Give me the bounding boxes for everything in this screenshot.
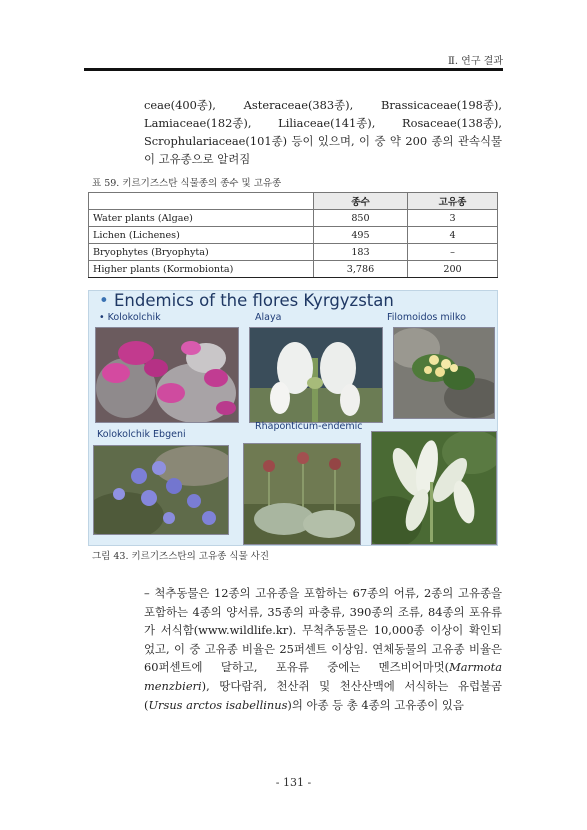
row-count: 850 (313, 210, 407, 227)
table-row (89, 210, 498, 227)
row-name: Bryophytes (Bryophyta) (89, 244, 314, 261)
fauna-text-part3: )의 아종 등 총 4종의 고유종이 있음 (287, 697, 464, 712)
table-row (89, 261, 498, 278)
label-rhaponticum: Rhaponticum-endemic (255, 421, 363, 432)
table-row (89, 227, 498, 244)
photo-alaya (249, 327, 383, 423)
row-name: Water plants (Algae) (89, 210, 314, 227)
row-endemic: 3 (408, 210, 498, 227)
table-row (89, 244, 498, 261)
alaya-photo-image (250, 328, 382, 422)
running-head: Ⅱ. 연구 결과 (448, 56, 503, 67)
intro-paragraph (144, 96, 502, 168)
photo-filomoidos (393, 327, 495, 419)
row-count: 495 (313, 227, 407, 244)
fauna-text-part2: ), 땅다람쥐, 천산쥐 및 천산산맥에 서식하는 유럽불곰( (144, 678, 502, 712)
row-count: 183 (313, 244, 407, 261)
table-header-count: 종수 (313, 193, 407, 210)
rhaponticum-photo-image (244, 444, 360, 544)
table-header-empty (89, 193, 314, 210)
row-endemic: – (408, 244, 498, 261)
label-kolokolchik (99, 312, 161, 323)
kolokolchik-ebgeni-photo-image (94, 446, 228, 534)
fauna-text-part1: – 척추동물은 12종의 고유종을 포함하는 67종의 어류, 2종의 고유종을 포함하는 4종의 양서류, 35종의 파충류, 390종의 조류, 84종의 포유류가 서식함(www.wildlife.kr). 무척추동물은 10,000종 이상이 확인되었고, 이 중 고유종 비율은 25퍼센트 이상임. 연체동물의 고유종 비율은 60퍼센트에 달하고, 포유류 중에는 멘즈비어마멋( (144, 586, 502, 675)
row-endemic: 4 (408, 227, 498, 244)
white-flower-photo-image (372, 432, 496, 544)
header-rule (84, 68, 503, 71)
row-endemic: 200 (408, 261, 498, 278)
row-name: Lichen (Lichenes) (89, 227, 314, 244)
photo-white-flower (371, 431, 497, 545)
label-kolokolchik-ebgeni: Kolokolchik Ebgeni (97, 429, 186, 440)
photo-kolokolchik-ebgeni (93, 445, 229, 535)
label-kolokolchik-text: Kolokolchik (107, 312, 161, 323)
label-filomoidos: Filomoidos milko (387, 312, 466, 323)
intro-text: ceae(400종), Asteraceae(383종), Brassicaceae(198종), Lamiaceae(182종), Liliaceae(141종), Rosaceae(138종), Scrophulariaceae(101종) 등이 있으며, 이 중 약 200 종의 관속식물이 고유종으로 알려짐 (144, 98, 502, 166)
filomoidos-photo-image (394, 328, 494, 418)
fauna-paragraph (144, 584, 502, 714)
label-bullet: • (99, 312, 105, 323)
species-ursus: Ursus arctos isabellinus (148, 697, 288, 712)
label-alaya: Alaya (255, 312, 282, 323)
figure-title (99, 291, 394, 310)
figure-caption: 그림 43. 키르기즈스탄의 고유종 식물 사진 (92, 551, 270, 562)
table-header-row (89, 193, 498, 210)
kolokolchik-photo-image (96, 328, 238, 422)
page-number: - 131 - (275, 776, 312, 789)
row-name: Higher plants (Kormobionta) (89, 261, 314, 278)
species-table (88, 192, 498, 278)
endemic-plants-figure (88, 290, 498, 546)
photo-kolokolchik (95, 327, 239, 423)
figure-title-bullet: • (99, 291, 109, 310)
photo-rhaponticum (243, 443, 361, 545)
row-count: 3,786 (313, 261, 407, 278)
species-marmota: Marmota menzbieri (144, 660, 502, 693)
fauna-text (144, 584, 502, 714)
table-caption: 표 59. 키르기즈스탄 식물종의 종수 및 고유종 (92, 178, 282, 189)
table-header-endemic: 고유종 (408, 193, 498, 210)
figure-title-text: Endemics of the flores Kyrgyzstan (113, 291, 394, 310)
